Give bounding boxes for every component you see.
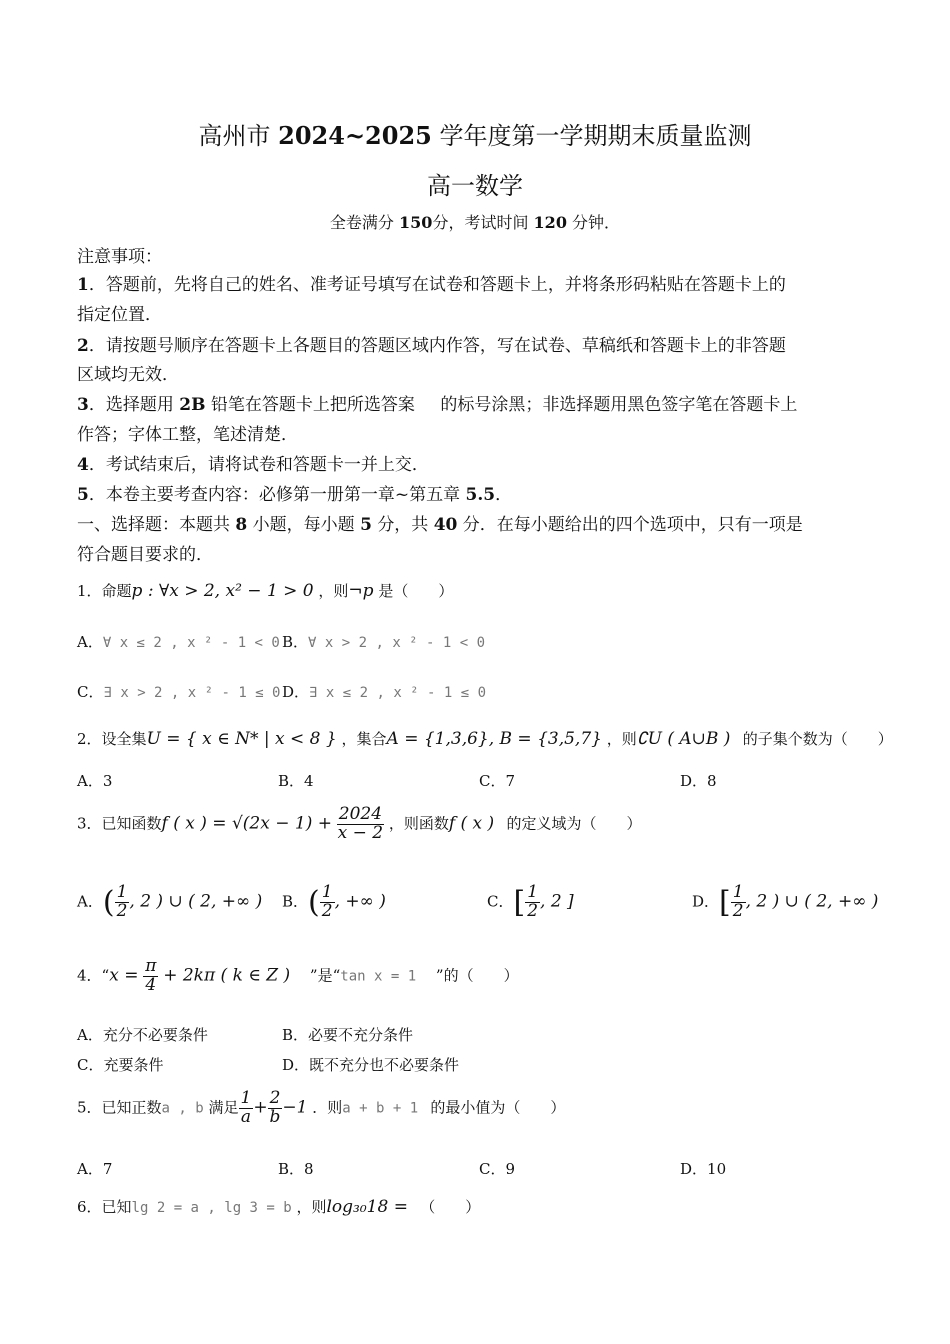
q5-option-d[interactable]: D．10: [680, 1160, 727, 1178]
q4-option-b[interactable]: B．必要不充分条件: [282, 1026, 414, 1044]
q1-option-d-label: D．: [282, 683, 310, 701]
q3-option-c-rest: , 2 ]: [540, 891, 574, 912]
section-count: 8: [235, 515, 248, 535]
info-text-c: 分钟．: [572, 213, 621, 232]
section-total: 40: [433, 515, 458, 535]
q5-minus1: −1: [282, 1097, 308, 1118]
note-3-text-c: 铅笔在答题卡上把所选答案: [210, 395, 415, 415]
q3-function: f ( x ): [448, 813, 495, 834]
q3-mid: ，则函数: [388, 814, 449, 833]
q6-label: 6．已知: [77, 1198, 132, 1216]
title-prefix: 高州市: [198, 122, 271, 150]
section-1-line-1: [77, 510, 803, 535]
q3-a-half-den: 2: [116, 900, 128, 921]
section-text-d: 分．在每小题给出的四个选项中，只有一项是: [462, 515, 803, 535]
q3-fraction-denominator: x − 2: [337, 822, 384, 843]
q4-pi: π: [145, 956, 157, 976]
q5-mid2: ．则: [312, 1098, 343, 1117]
q1-label: 1．命题: [77, 582, 132, 600]
q1-option-a[interactable]: [77, 631, 280, 652]
q3-function-lhs: f ( x ) = √(2x − 1) +: [161, 813, 332, 834]
note-3-text-d: 的标号涂黑；非选择题用黑色签字笔在答题卡上: [440, 395, 798, 415]
q3-option-c-bracket: [: [513, 884, 526, 920]
q3-option-d[interactable]: [692, 884, 878, 921]
q3-option-c[interactable]: [487, 884, 574, 921]
q2-mid: ，集合: [341, 730, 387, 748]
question-3: [77, 806, 641, 843]
note-3-pencil: 2B: [179, 395, 206, 415]
q5-option-c[interactable]: C．9: [479, 1160, 516, 1178]
note-5: [77, 480, 512, 505]
note-5-section: 5.5: [465, 485, 496, 505]
q2-sets: A = {1,3,6}, B = {3,5,7}: [386, 729, 602, 749]
q2-label: 2．设全集: [77, 730, 147, 748]
question-1: [77, 580, 453, 601]
q3-option-b-paren: (: [308, 884, 320, 920]
note-3-line-1: [77, 390, 797, 415]
q2-option-b[interactable]: B．4: [278, 772, 314, 790]
q4-end: ”的（ ）: [435, 966, 519, 985]
note-3-text-a: ．选择题用: [88, 395, 174, 415]
note-3-line-2: 作答；字体工整，笔述清楚．: [77, 425, 298, 445]
q6-log: log₃₀18 =: [326, 1197, 408, 1217]
q3-option-a-half: [115, 884, 130, 921]
title-years: 2024~2025: [278, 121, 432, 150]
q3-b-half-num: 1: [321, 882, 333, 902]
note-4-text: ．考试结束后，请将试卷和答题卡一并上交．: [88, 455, 429, 475]
q1-proposition: p : ∀x > 2, x² − 1 > 0: [131, 581, 314, 601]
q6-mid: ，则: [296, 1198, 327, 1216]
q3-option-a-label: A．: [77, 892, 103, 911]
note-5-text-c: ．: [495, 485, 513, 505]
info-text-a: 全卷满分: [329, 213, 394, 232]
note-1-line-1: [77, 270, 786, 295]
q3-fraction-numerator: 2024: [338, 804, 383, 824]
q5-option-a[interactable]: A．7: [77, 1160, 113, 1178]
q3-option-b[interactable]: [282, 884, 386, 921]
q2-end: 的子集个数为（ ）: [742, 730, 893, 748]
q4-tan: tan x = 1: [340, 968, 417, 985]
q3-option-b-rest: , +∞ ): [334, 891, 386, 912]
q2-universal-set: U = { x ∈ N* | x < 8 }: [146, 729, 337, 749]
page-subtitle: 高一数学: [427, 172, 523, 200]
q3-fraction: [337, 806, 384, 843]
q2-complement: ∁U ( A∪B ): [636, 729, 731, 749]
q5-b: b: [269, 1106, 281, 1127]
q5-mid: 满足: [208, 1098, 239, 1117]
q1-option-c-label: C．: [77, 683, 104, 701]
section-1-line-2: 符合题目要求的．: [77, 545, 213, 565]
q1-option-b-label: B．: [282, 633, 309, 651]
q1-negation: ¬p: [348, 581, 374, 601]
q1-option-b-math: ∀ x > 2 , x ² - 1 < 0: [308, 635, 486, 651]
title-suffix: 学年度第一学期期末质量监测: [439, 122, 752, 150]
q4-label: 4．“: [77, 966, 110, 985]
q5-plus: +: [253, 1097, 268, 1118]
q2-mid2: ，则: [606, 730, 637, 748]
q1-mid: ，则: [318, 582, 349, 600]
q5-frac-2: [268, 1090, 283, 1127]
q2-option-d[interactable]: D．8: [680, 772, 717, 790]
question-2: [77, 728, 893, 749]
q3-label: 3．已知函数: [77, 814, 162, 833]
q3-c-half-den: 2: [527, 900, 539, 921]
q1-option-c-math: ∃ x > 2 , x ² - 1 ≤ 0: [103, 685, 281, 701]
notes-heading: 注意事项：: [77, 247, 162, 267]
q3-option-d-rest: , 2 ) ∪ ( 2, +∞ ): [745, 891, 879, 912]
note-5-text-a: ．本卷主要考查内容：必修第一册第一章~第五章: [88, 485, 461, 505]
q3-option-a-paren: (: [102, 884, 115, 920]
q1-option-d-math: ∃ x ≤ 2 , x ² - 1 ≤ 0: [309, 685, 487, 701]
q1-option-d[interactable]: [282, 681, 486, 702]
q3-b-half-den: 2: [321, 900, 333, 921]
note-1-number: 1: [77, 275, 89, 295]
q4-option-c[interactable]: C．充要条件: [77, 1056, 164, 1074]
q3-option-a-rest: , 2 ) ∪ ( 2, +∞ ): [129, 891, 263, 912]
q2-option-c[interactable]: C．7: [479, 772, 516, 790]
q3-option-d-bracket: [: [719, 884, 731, 920]
q3-option-d-label: D．: [692, 892, 720, 911]
q5-option-b[interactable]: B．8: [278, 1160, 314, 1178]
q3-option-b-label: B．: [282, 892, 309, 911]
note-2-line-1: [77, 331, 786, 356]
q5-label: 5．已知正数: [77, 1098, 162, 1117]
q4-option-d[interactable]: D．既不充分也不必要条件: [282, 1056, 460, 1074]
q4-fraction: [143, 958, 158, 995]
info-text-b: 分，考试时间: [432, 213, 529, 232]
q1-end: 是（ ）: [378, 582, 454, 600]
q6-end: （ ）: [420, 1198, 481, 1216]
q3-d-half-num: 1: [732, 882, 744, 902]
info-time: 120: [533, 213, 567, 232]
q4-option-a[interactable]: A．充分不必要条件: [77, 1026, 208, 1044]
section-text-c: 分，共: [377, 515, 429, 535]
question-5: [77, 1090, 565, 1127]
note-4-number: 4: [77, 455, 89, 475]
note-1-line-2: 指定位置．: [77, 305, 162, 325]
q3-d-half-den: 2: [732, 900, 744, 921]
q4-four: 4: [145, 974, 157, 995]
section-text-a: 一、选择题：本题共: [77, 515, 230, 535]
page-title: [0, 116, 950, 151]
q3-option-b-half: [320, 884, 335, 921]
q5-expression: a + b + 1: [342, 1100, 419, 1117]
q4-mid: ”是“: [309, 966, 341, 985]
q3-option-a[interactable]: [77, 884, 262, 921]
note-4: [77, 450, 429, 475]
section-text-b: 小题，每小题: [252, 515, 355, 535]
note-3-number: 3: [77, 395, 89, 415]
q5-ab: a , b: [161, 1100, 204, 1117]
q3-c-half-num: 1: [527, 882, 539, 902]
q3-option-c-half: [525, 884, 540, 921]
q4-rest: + 2kπ ( k ∈ Z ): [163, 965, 291, 986]
q5-a: a: [240, 1106, 251, 1127]
question-6: [77, 1196, 480, 1217]
note-2-line-2: 区域均无效．: [77, 365, 179, 385]
q5-end: 的最小值为（ ）: [430, 1098, 566, 1117]
q3-end: 的定义域为（ ）: [506, 814, 642, 833]
note-1-text: ．答题前，先将自己的姓名、准考证号填写在试卷和答题卡上，并将条形码粘贴在答题卡上的: [88, 275, 786, 295]
note-2-text: ．请按题号顺序在答题卡上各题目的答题区域内作答，写在试卷、草稿纸和答题卡上的非答题: [88, 336, 786, 356]
q1-option-b[interactable]: [282, 631, 485, 652]
note-2-number: 2: [77, 336, 89, 356]
q1-option-c[interactable]: [77, 681, 281, 702]
note-5-number: 5: [77, 485, 89, 505]
q3-option-c-label: C．: [487, 892, 514, 911]
q1-option-a-label: A．: [77, 633, 103, 651]
q3-option-d-half: [731, 884, 746, 921]
q6-condition: lg 2 = a , lg 3 = b: [131, 1200, 292, 1216]
q4-x-lhs: x =: [109, 965, 139, 986]
q5-two: 2: [269, 1088, 281, 1108]
q5-one: 1: [240, 1088, 252, 1108]
q5-frac-1: [239, 1090, 254, 1127]
section-each: 5: [360, 515, 372, 535]
exam-info: [0, 210, 950, 233]
q3-a-half-num: 1: [116, 882, 128, 902]
q1-option-a-math: ∀ x ≤ 2 , x ² - 1 < 0: [102, 635, 280, 651]
q2-option-a[interactable]: A．3: [77, 772, 113, 790]
question-4: [77, 958, 519, 995]
info-score: 150: [399, 213, 433, 232]
